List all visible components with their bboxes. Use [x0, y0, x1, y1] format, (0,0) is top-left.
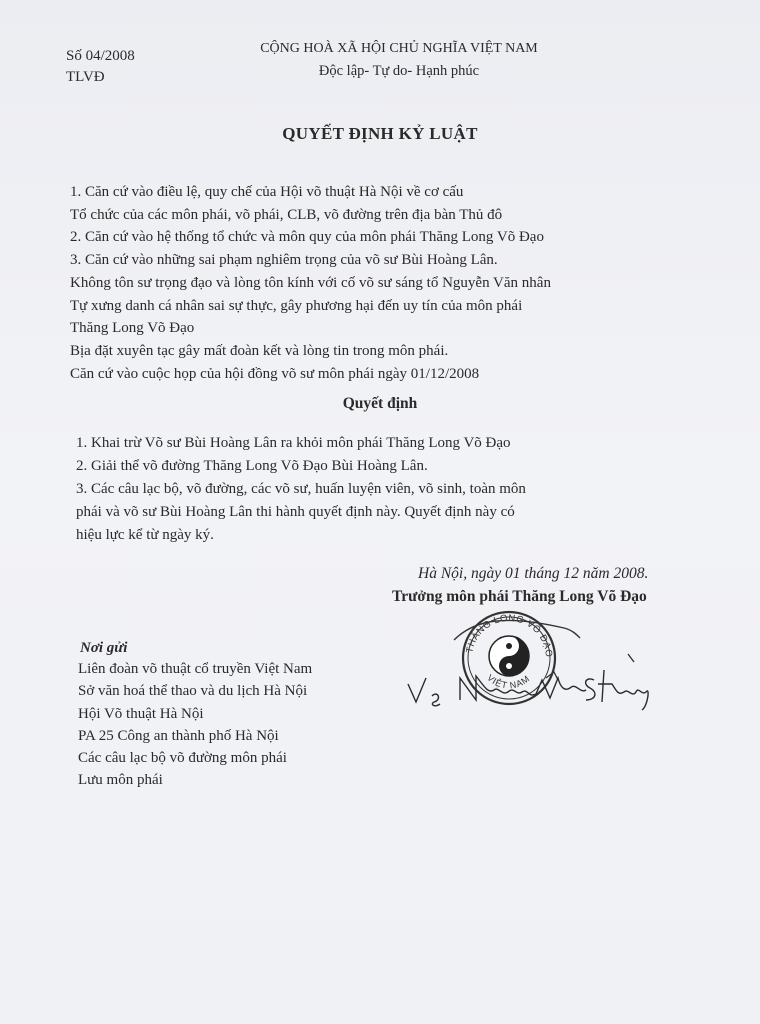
basis-section	[70, 181, 551, 385]
place-date: Hà Nội, ngày 01 tháng 12 năm 2008.	[418, 565, 649, 582]
seal-bottom-text: VIỆT NAM	[485, 672, 532, 691]
decision-line: 1. Khai trừ Võ sư Bùi Hoàng Lân ra khỏi môn phái Thăng Long Võ Đạo	[76, 435, 511, 451]
basis-line: Không tôn sư trọng đạo và lòng tôn kính với cố võ sư sáng tổ Nguyễn Văn nhân	[70, 274, 551, 291]
basis-line: Tổ chức của các môn phái, võ phái, CLB, võ đường trên địa bàn Thủ đô	[70, 206, 503, 223]
recipient-item: PA 25 Công an thành phố Hà Nội	[78, 727, 279, 744]
basis-line: 3. Căn cứ vào những sai phạm nghiêm trọng của võ sư Bùi Hoàng Lân.	[70, 252, 498, 269]
recipient-item: Các câu lạc bộ võ đường môn phái	[78, 750, 287, 767]
national-header	[254, 38, 544, 82]
decisions-section	[76, 432, 526, 547]
basis-line: Tự xưng danh cá nhân sai sự thực, gây phương hại đến uy tín của môn phái	[70, 297, 523, 314]
document-number-block	[66, 46, 135, 88]
handwritten-signature	[398, 640, 660, 720]
decision-heading: Quyết định	[342, 395, 418, 412]
recipients-list	[78, 658, 312, 792]
decision-line: 2. Giải thể võ đường Thăng Long Võ Đạo Bùi Hoàng Lân.	[76, 458, 428, 474]
recipient-item: Liên đoàn võ thuật cổ truyền Việt Nam	[78, 661, 313, 677]
document-abbrev: TLVĐ	[66, 69, 105, 85]
recipient-item: Lưu môn phái	[78, 772, 163, 789]
recipient-item: Sở văn hoá thể thao và du lịch Hà Nội	[78, 683, 308, 700]
decision-line: 3. Các câu lạc bộ, võ đường, các võ sư, huấn luyện viên, võ sinh, toàn môn	[76, 481, 526, 497]
basis-line: 1. Căn cứ vào điều lệ, quy chế của Hội võ thuật Hà Nội về cơ cấu	[70, 184, 464, 200]
decision-line: hiệu lực kể từ ngày ký.	[76, 527, 214, 543]
signer-title: Trưởng môn phái Thăng Long Võ Đạo	[392, 588, 647, 605]
basis-line: 2. Căn cứ vào hệ thống tổ chức và môn quy của môn phái Thăng Long Võ Đạo	[70, 229, 544, 246]
recipients-title: Nơi gửi	[80, 640, 128, 656]
basis-line: Bịa đặt xuyên tạc gây mất đoàn kết và lòng tin trong môn phái.	[70, 342, 449, 359]
nation-motto: Độc lập- Tự do- Hạnh phúc	[318, 63, 480, 79]
document-number: Số 04/2008	[66, 48, 135, 64]
recipient-item: Hội Võ thuật Hà Nội	[78, 705, 204, 722]
nation-name: CỘNG HOÀ XÃ HỘI CHỦ NGHĨA VIỆT NAM	[260, 41, 538, 56]
decision-line: phái và võ sư Bùi Hoàng Lân thi hành quyết định này. Quyết định này có	[76, 504, 515, 520]
basis-line: Căn cứ vào cuộc họp của hội đồng võ sư môn phái ngày 01/12/2008	[70, 365, 480, 382]
seal-top-text: THĂNG LONG VÕ ĐẠO	[464, 612, 555, 658]
document-title: QUYẾT ĐỊNH KỶ LUẬT	[282, 124, 478, 143]
basis-line: Thăng Long Võ Đạo	[70, 320, 195, 337]
